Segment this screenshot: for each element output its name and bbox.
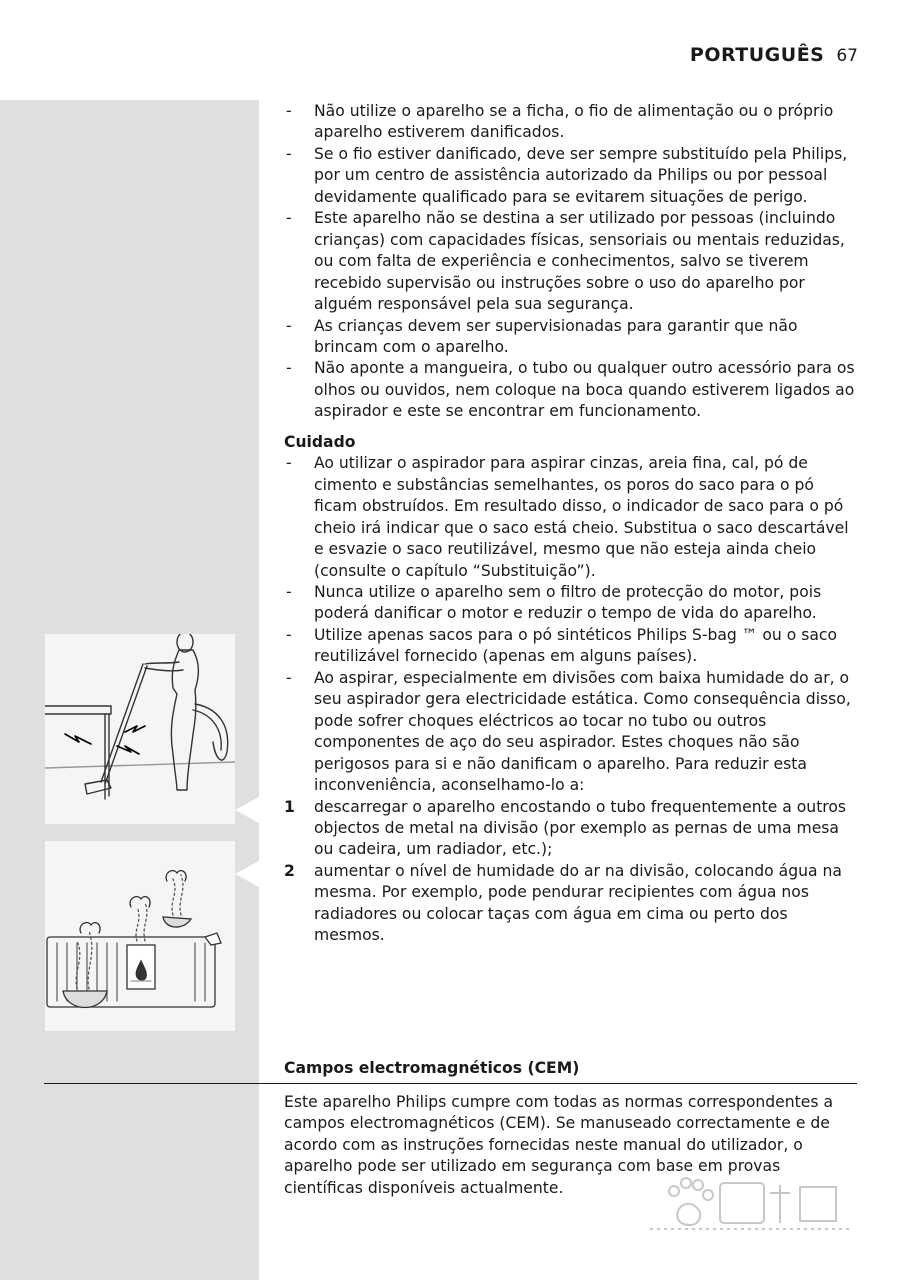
illustration-pointer xyxy=(235,797,259,823)
page-header xyxy=(690,44,858,66)
vacuum-static-shock-illustration xyxy=(45,634,235,824)
main-content xyxy=(284,101,860,947)
list-item: - As crianças devem ser supervisionadas para garantir que não brincam com o aparelho. xyxy=(286,316,798,356)
list-item: - Não utilize o aparelho se a ficha, o fio de alimentação ou o próprio aparelho estiverem danificados. xyxy=(286,102,834,142)
illustration-pointer xyxy=(235,861,259,887)
list-item: - Não aponte a mangueira, o tubo ou qualquer outro acessório para os olhos ou ouvidos, nem coloque na boca quando estiverem ligados ao aspirador e este se encontrar em funcionamento. xyxy=(286,359,855,421)
radiator-water-bowls-illustration xyxy=(45,841,235,1031)
page-number: 67 xyxy=(836,46,858,66)
list-item: - Se o fio estiver danificado, deve ser sempre substituído pela Philips, por um centro de assistência autorizado da Philips ou por pessoal devidamente qualificado para se evitarem situações de perigo. xyxy=(286,144,848,206)
step-item: 2 aumentar o nível de humidade do ar na divisão, colocando água na mesma. Por exemplo, pode pendurar recipientes com água nos radiadores ou colocar taças com água em cima ou perto dos mesmos. xyxy=(284,861,842,945)
vacuum-illustration-icon xyxy=(45,634,235,824)
radiator-illustration-icon xyxy=(45,841,235,1031)
caution-list xyxy=(284,453,860,796)
list-item: - Utilize apenas sacos para o pó sintéticos Philips S-bag ™ ou o saco reutilizável fornecido (apenas em alguns países). xyxy=(286,625,837,666)
warnings-list xyxy=(284,101,860,423)
baidu-jingyan-watermark xyxy=(640,1163,860,1243)
caution-heading: Cuidado xyxy=(284,432,356,451)
watermark-icon xyxy=(640,1163,860,1243)
list-item: - Nunca utilize o aparelho sem o filtro de protecção do motor, pois poderá danificar o motor e reduzir o tempo de vida do aparelho. xyxy=(286,582,822,623)
steps-list xyxy=(284,797,860,947)
list-item: - Ao aspirar, especialmente em divisões com baixa humidade do ar, o seu aspirador gera electricidade estática. Como consequência disso, pode sofrer choques eléctricos ao tocar no tubo ou outros componentes de aço do seu aspirador. Estes choques não são perigosos para si e não danificam o aparelho. Para reduzir esta inconveniência, aconselhamo-lo a: xyxy=(286,668,851,795)
language-title: PORTUGUÊS xyxy=(689,44,825,66)
step-item: 1 descarregar o aparelho encostando o tubo frequentemente a outros objectos de metal na divisão (por exemplo as pernas de uma mesa ou cadeira, um radiador, etc.); xyxy=(284,797,847,859)
list-item: - Este aparelho não se destina a ser utilizado por pessoas (incluindo crianças) com capacidades físicas, sensoriais ou mentais reduzidas, ou com falta de experiência e conhecimentos, salvo se tiverem recebido supervisão ou instruções sobre o uso do aparelho por alguém responsável pela sua segurança. xyxy=(286,209,845,314)
cem-body: Este aparelho Philips cumpre com todas as normas correspondentes a campos electromagnéticos (CEM). Se manuseado correctamente e de acordo com as instruções fornecidas neste manual do utilizador, o aparelho pode ser utilizado em segurança com base em provas científicas disponíveis actualmente. xyxy=(284,1093,834,1197)
cem-heading: Campos electromagnéticos (CEM) xyxy=(44,1056,857,1084)
list-item: - Ao utilizar o aspirador para aspirar cinzas, areia fina, cal, pó de cimento e substâncias semelhantes, os poros do saco para o pó ficam obstruídos. Em resultado disso, o indicador de saco para o pó cheio irá indicar que o saco está cheio. Substitua o saco descartável e esvazie o saco reutilizável, mesmo que não esteja ainda cheio (consulte o capítulo “Substituição”). xyxy=(286,454,849,580)
